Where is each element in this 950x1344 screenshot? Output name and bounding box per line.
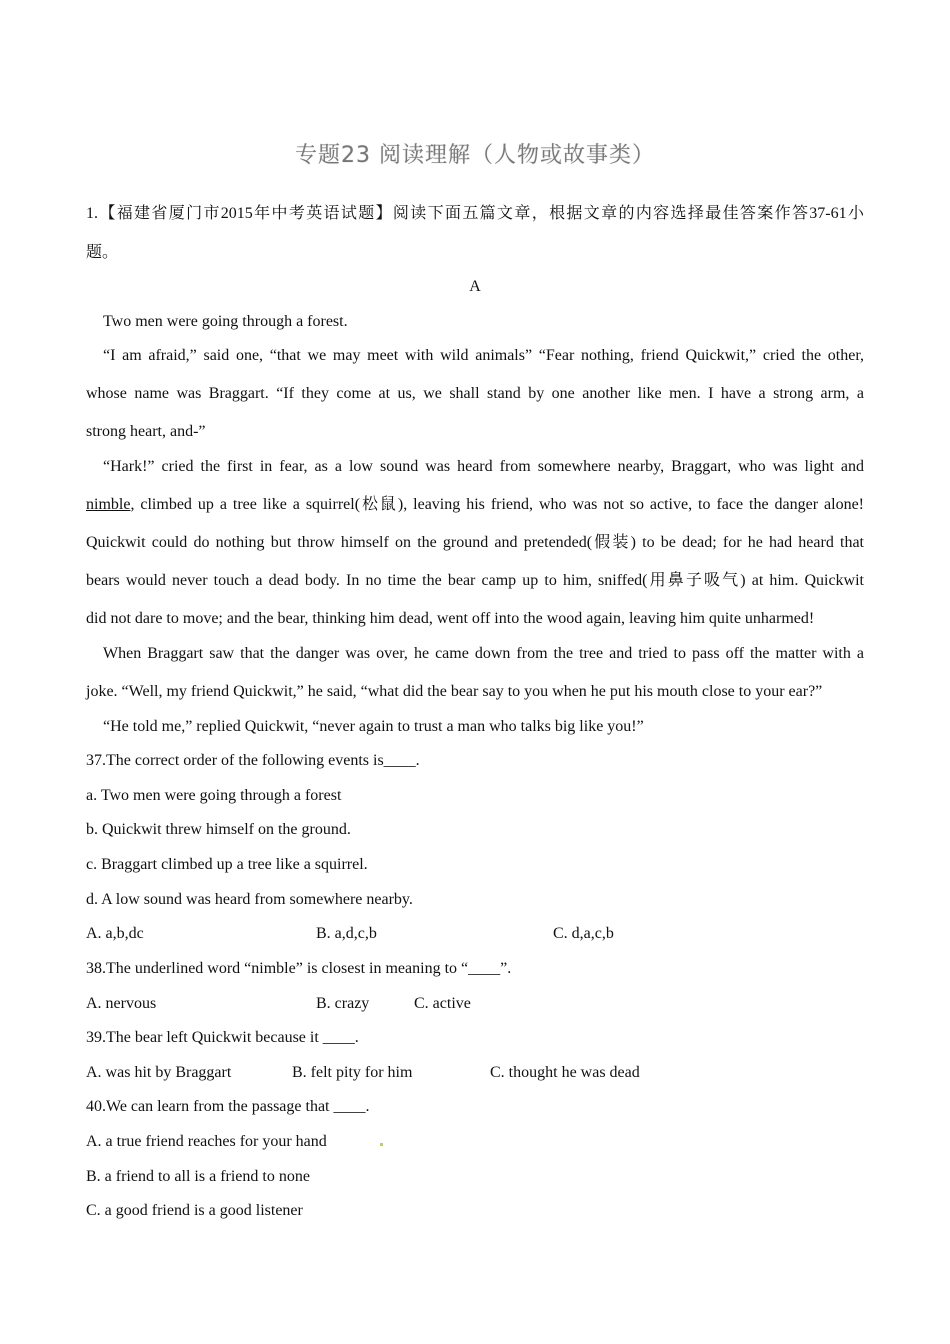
passage-paragraph-2-line-3: strong heart, and-” — [86, 423, 206, 440]
question-39-stem: 39.The bear left Quickwit because it ____. — [86, 1029, 359, 1046]
question-38-option-b: B. crazy — [316, 995, 370, 1012]
passage-paragraph-4-line-1: When Braggart saw that the danger was over, he came down from the tree and tried to pass off the matter with a — [103, 645, 864, 662]
passage-paragraph-3-line-4: bears would never touch a dead body. In no time the bear camp up to him, sniffed(用鼻子吸气) at him. Quickwit — [86, 572, 864, 589]
passage-paragraph-2-line-1: “I am afraid,” said one, “that we may meet with wild animals” “Fear nothing, friend Quickwit,” cried the other, — [103, 347, 864, 364]
question-40-option-b: B. a friend to all is a friend to none — [86, 1168, 310, 1185]
question-40-stem: 40.We can learn from the passage that ____. — [86, 1098, 370, 1115]
passage-paragraph-2-line-2: whose name was Braggart. “If they come at us, we shall stand by one another like men. I have a strong arm, a — [86, 385, 864, 402]
question-37-event-b: b. Quickwit threw himself on the ground. — [86, 821, 351, 838]
intro-line-2: 题。 — [86, 244, 119, 261]
question-39-option-b: B. felt pity for him — [292, 1064, 413, 1081]
page-title: 专题23 阅读理解（人物或故事类） — [295, 143, 655, 168]
question-38-option-c: C. active — [414, 995, 471, 1012]
question-40-option-c: C. a good friend is a good listener — [86, 1202, 303, 1219]
question-37-event-c: c. Braggart climbed up a tree like a squirrel. — [86, 856, 368, 873]
question-37-option-b: B. a,d,c,b — [316, 925, 377, 942]
passage-paragraph-3-line-1: “Hark!” cried the first in fear, as a low sound was heard from somewhere nearby, Braggart, who was light and — [103, 458, 864, 475]
question-37-option-a: A. a,b,dc — [86, 925, 144, 942]
question-38-stem: 38.The underlined word “nimble” is closest in meaning to “____”. — [86, 960, 512, 977]
intro-line-1: 1.【福建省厦门市2015年中考英语试题】阅读下面五篇文章，根据文章的内容选择最佳答案作答37-61小 — [86, 205, 864, 222]
passage-paragraph-5: “He told me,” replied Quickwit, “never again to trust a man who talks big like you!” — [103, 718, 644, 735]
passage-paragraph-3-line-5: did not dare to move; and the bear, thinking him dead, went off into the wood again, leaving him quite unharmed! — [86, 610, 815, 627]
question-39-option-c: C. thought he was dead — [490, 1064, 640, 1081]
question-40-option-a: A. a true friend reaches for your hand — [86, 1133, 327, 1150]
stray-mark — [380, 1143, 383, 1146]
section-heading: A — [469, 278, 481, 295]
passage-paragraph-3-line-2-text: , climbed up a tree like a squirrel(松鼠), leaving his friend, who was not so active, to face the danger alone! — [130, 496, 864, 513]
underlined-word-nimble: nimble — [86, 496, 131, 513]
question-37-event-a: a. Two men were going through a forest — [86, 787, 342, 804]
passage-paragraph-3-line-2 — [86, 495, 864, 515]
question-37-option-c: C. d,a,c,b — [553, 925, 614, 942]
question-39-option-a: A. was hit by Braggart — [86, 1064, 232, 1081]
passage-paragraph-4-line-2: joke. “Well, my friend Quickwit,” he said, “what did the bear say to you when he put his mouth close to your ear?” — [86, 683, 823, 700]
question-37-stem: 37.The correct order of the following events is____. — [86, 752, 420, 769]
passage-paragraph-3-line-3: Quickwit could do nothing but throw himself on the ground and pretended(假装) to be dead; for he had heard that — [86, 534, 864, 551]
question-37-event-d: d. A low sound was heard from somewhere nearby. — [86, 891, 413, 908]
question-38-option-a: A. nervous — [86, 995, 157, 1012]
passage-paragraph-1: Two men were going through a forest. — [103, 313, 348, 330]
